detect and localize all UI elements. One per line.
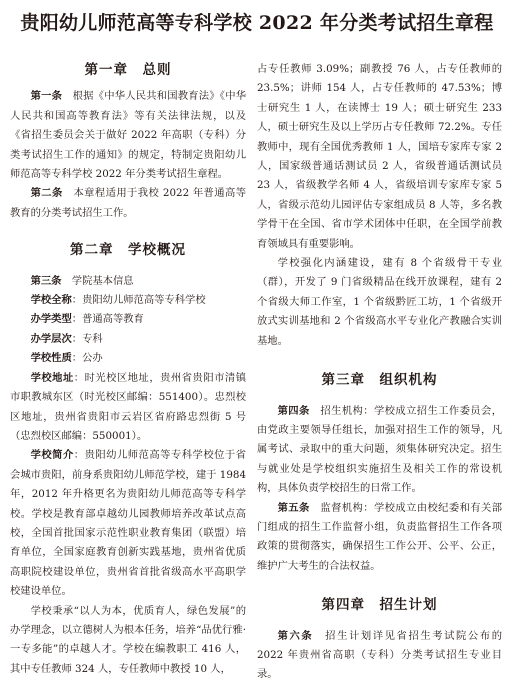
- article-2: [10, 184, 246, 223]
- school-intro: [10, 446, 246, 601]
- article-2-label: 第二条: [30, 187, 63, 200]
- document-title: 贵阳幼儿师范高等专科学校 2022 年分类考试招生章程: [20, 12, 494, 34]
- school-name-label: 学校全称: [30, 294, 72, 307]
- article-1-label: 第一条: [30, 90, 63, 103]
- article-4-label: 第四条: [277, 404, 310, 417]
- article-3-label: 第三条: [30, 274, 62, 287]
- staff-stats-continued: 占专任教师 3.09%；副教授 76 人，占专任教师的 23.5%；讲师 154 人，占专任教师的 47.53%；博士研究生 1 人，在读博士 19 人；硕士研究生 233 人，硕士研究生及以上学历占专任教师 72.2%。专任教师中，现有全国优秀教师 1 人，国培专家库专家 2 人，国家级普通话测试员 2 人，省级普通话测试员 23 人，省级教学名师 4 人，省级培训专家库专家 5 人，省级示范幼儿园评估专家组成员 8 人等，多名教学骨干在全国、省市学术团体中任职，在全国学前教育领域具有重要影响。: [257, 63, 502, 250]
- chapter-2-heading: 第二章 学校概况: [70, 242, 186, 259]
- chapter-1-heading: 第一章 总则: [84, 62, 172, 78]
- article-6-text: 招生计划详见省招生考试院公布的 2022 年贵州省高职（专科）分类考试招生专业目录。: [257, 629, 503, 681]
- article-3-text: 学院基本信息: [61, 274, 134, 287]
- school-nature-label: 学校性质: [30, 352, 72, 365]
- article-3: [10, 272, 246, 291]
- school-address-label: 学校地址: [30, 371, 74, 384]
- school-address-value: ：时光校区地址，贵州省贵阳市清镇市职教城东区（时光校区邮编：551400）。忠烈校区地址，贵州省贵阳市云岩区省府路忠烈街 5 号（忠烈校区邮编：550001）。: [10, 371, 247, 442]
- school-address-line: [10, 369, 246, 447]
- school-type-line: [10, 310, 246, 329]
- school-level-value: ：专科: [71, 332, 103, 345]
- school-name-value: ：贵阳幼儿师范高等专科学校: [71, 294, 206, 307]
- school-type-value: ：普通高等教育: [71, 313, 144, 326]
- article-5: [257, 499, 502, 577]
- article-5-text: 监督机构：学校成立由校纪委和有关部门组成的招生工作监督小组，负责监督招生工作各项政策的贯彻落实，确保招生工作公开、公平、公正，维护广大考生的合法权益。: [257, 501, 503, 572]
- school-intro-label: 学校简介: [30, 449, 74, 462]
- school-level-line: [10, 330, 246, 349]
- article-6: [257, 627, 502, 685]
- school-nature-value: ：公办: [71, 352, 103, 365]
- article-4: [257, 402, 502, 499]
- school-nature-line: [10, 349, 246, 368]
- article-2-text: 本章程适用于我校 2022 年普通高等教育的分类考试招生工作。: [10, 187, 246, 219]
- connotation-building: 学校强化内涵建设，建有 8 个省级骨干专业（群），开发了 9 门省级精品在线开放课程，建有 2 个省级大师工作室，1 个省级黔匠工坊，1 个省级开放式实训基地和 2 个省级高水平专业化产教融合实训基地。: [257, 257, 502, 347]
- article-1-text: 根据《中华人民共和国教育法》《中华人民共和国高等教育法》等有关法律法规，以及《省招生委员会关于做好 2022 年高职（专科）分类考试招生工作的通知》的规定，特制定贵阳幼儿师范高等专科学校 2022 年分类考试招生章程。: [10, 90, 246, 181]
- article-6-label: 第六条: [277, 629, 314, 642]
- left-column: [10, 55, 246, 679]
- school-name-line: [10, 291, 246, 310]
- article-4-text: 招生机构：学校成立招生工作委员会，由党政主要领导任组长，加强对招生工作的领导，凡属考试、录取中的重大问题，须集体研究决定。招生与就业处是学校组织实施招生及相关工作的常设机构，具体负责学校招生的日常工作。: [257, 404, 503, 495]
- school-level-label: 办学层次: [30, 332, 72, 345]
- article-5-label: 第五条: [277, 501, 310, 514]
- article-1: [10, 87, 246, 184]
- school-intro-text: ：贵阳幼儿师范高等专科学校位于省会城市贵阳，前身系贵阳幼儿师范学校，建于 1984 年，2012 年升格更名为贵阳幼儿师范高等专科学校。学校是教育部卓越幼儿园教师培养改革试点高校，全国首批国家示范性职业教育集团（联盟）培育单位，全国家庭教育创新实践基地，贵州省优质高职院校建设单位，贵州省首批省级高水平高职学校建设单位。: [10, 449, 247, 598]
- school-type-label: 办学类型: [30, 313, 72, 326]
- school-philosophy: 学校秉承“以人为本，优质育人，绿色发展”的办学理念，以立德树人为根本任务，培养“品优行雅·一专多能”的卓越人才。学校在编教职工 416 人，其中专任教师 324 人，专任教师中教授 10 人，: [10, 604, 246, 675]
- chapter-4-heading: 第四章 招生计划: [321, 597, 438, 614]
- right-column: [257, 60, 502, 685]
- chapter-3-heading: 第三章 组织机构: [321, 372, 438, 389]
